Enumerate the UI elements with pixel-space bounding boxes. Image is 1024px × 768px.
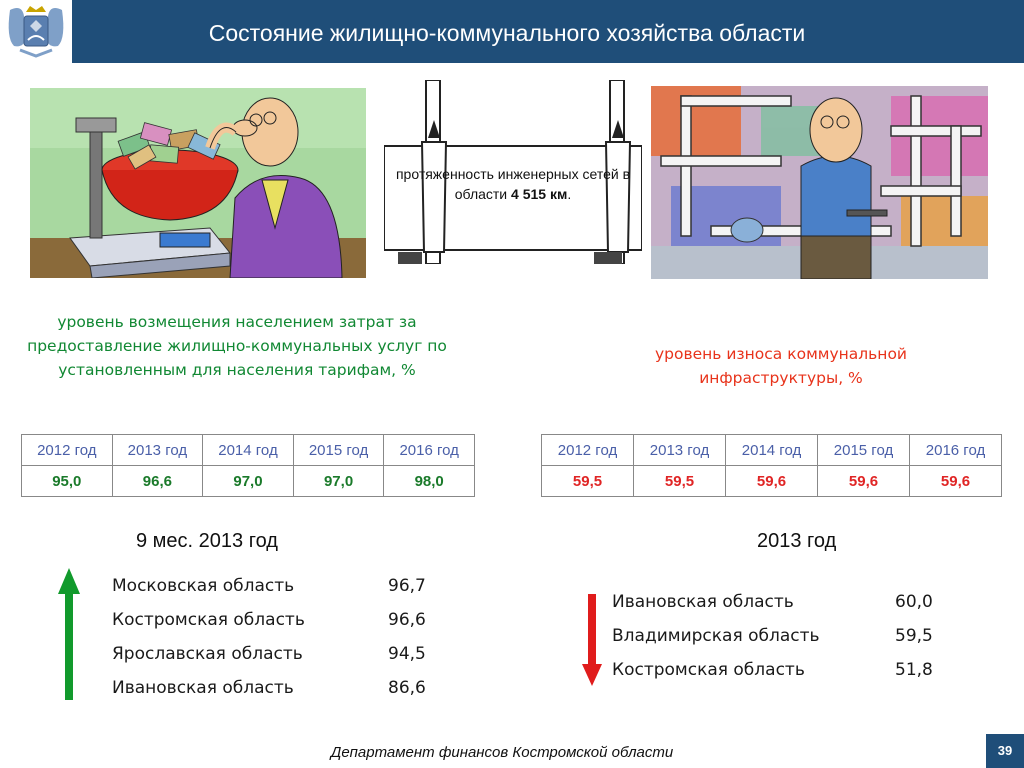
region-value: 96,7 <box>388 576 426 596</box>
value-cell: 95,0 <box>22 466 113 497</box>
tariff-coverage-caption: уровень возмещения населением затрат за предоставление жилищно-коммунальных услуг по установленным для населения тарифам, % <box>27 313 447 379</box>
table-value-row <box>542 466 1002 497</box>
infrastructure-wear-table <box>541 434 1002 497</box>
network-length-text <box>384 164 642 204</box>
year-header: 2012 год <box>542 435 634 466</box>
value-cell: 97,0 <box>203 466 294 497</box>
year-header: 2014 год <box>203 435 294 466</box>
slide-title: Состояние жилищно-коммунального хозяйства области <box>208 20 806 46</box>
network-length-suffix: . <box>567 186 572 202</box>
region-name: Владимирская область <box>612 626 820 646</box>
year-header: 2013 год <box>112 435 203 466</box>
tariff-coverage-table <box>21 434 475 497</box>
value-cell: 59,5 <box>634 466 726 497</box>
tariff-coverage-ranking <box>112 576 442 706</box>
right-period-heading: 2013 год <box>757 530 837 552</box>
region-name: Ивановская область <box>112 678 294 698</box>
value-cell: 98,0 <box>384 466 475 497</box>
region-value: 59,5 <box>895 626 933 646</box>
arrow-down-icon <box>582 594 602 686</box>
value-cell: 59,6 <box>726 466 818 497</box>
table-value-row <box>22 466 475 497</box>
region-name: Ярославская область <box>112 644 303 664</box>
infrastructure-wear-ranking <box>612 592 942 692</box>
arrow-up-icon <box>58 568 80 700</box>
money-scale-illustration <box>30 88 366 278</box>
value-cell: 97,0 <box>293 466 384 497</box>
slide-header <box>0 0 1024 63</box>
left-period-heading: 9 мес. 2013 год <box>136 530 278 552</box>
region-name: Костромская область <box>112 610 305 630</box>
year-header: 2015 год <box>818 435 910 466</box>
region-value: 86,6 <box>388 678 426 698</box>
value-cell: 96,6 <box>112 466 203 497</box>
year-header: 2016 год <box>384 435 475 466</box>
year-header: 2012 год <box>22 435 113 466</box>
network-length-label: протяженность инженерных сетей в области <box>395 166 631 202</box>
page-number: 39 <box>986 734 1024 768</box>
table-header-row <box>22 435 475 466</box>
region-value: 51,8 <box>895 660 933 680</box>
value-cell: 59,6 <box>910 466 1002 497</box>
plumber-illustration <box>651 86 988 279</box>
year-header: 2013 год <box>634 435 726 466</box>
department-footer: Департамент финансов Костромской области <box>330 744 674 761</box>
region-value: 94,5 <box>388 644 426 664</box>
infrastructure-wear-caption: уровень износа коммунальной инфраструктуры, % <box>654 345 907 387</box>
network-length-value: 4 515 км <box>511 186 568 202</box>
year-header: 2014 год <box>726 435 818 466</box>
year-header: 2016 год <box>910 435 1002 466</box>
region-name: Костромская область <box>612 660 805 680</box>
region-value: 60,0 <box>895 592 933 612</box>
region-name: Московская область <box>112 576 295 596</box>
table-header-row <box>542 435 1002 466</box>
coat-of-arms-icon <box>0 0 72 63</box>
year-header: 2015 год <box>293 435 384 466</box>
value-cell: 59,6 <box>818 466 910 497</box>
region-value: 96,6 <box>388 610 426 630</box>
value-cell: 59,5 <box>542 466 634 497</box>
region-name: Ивановская область <box>612 592 794 612</box>
